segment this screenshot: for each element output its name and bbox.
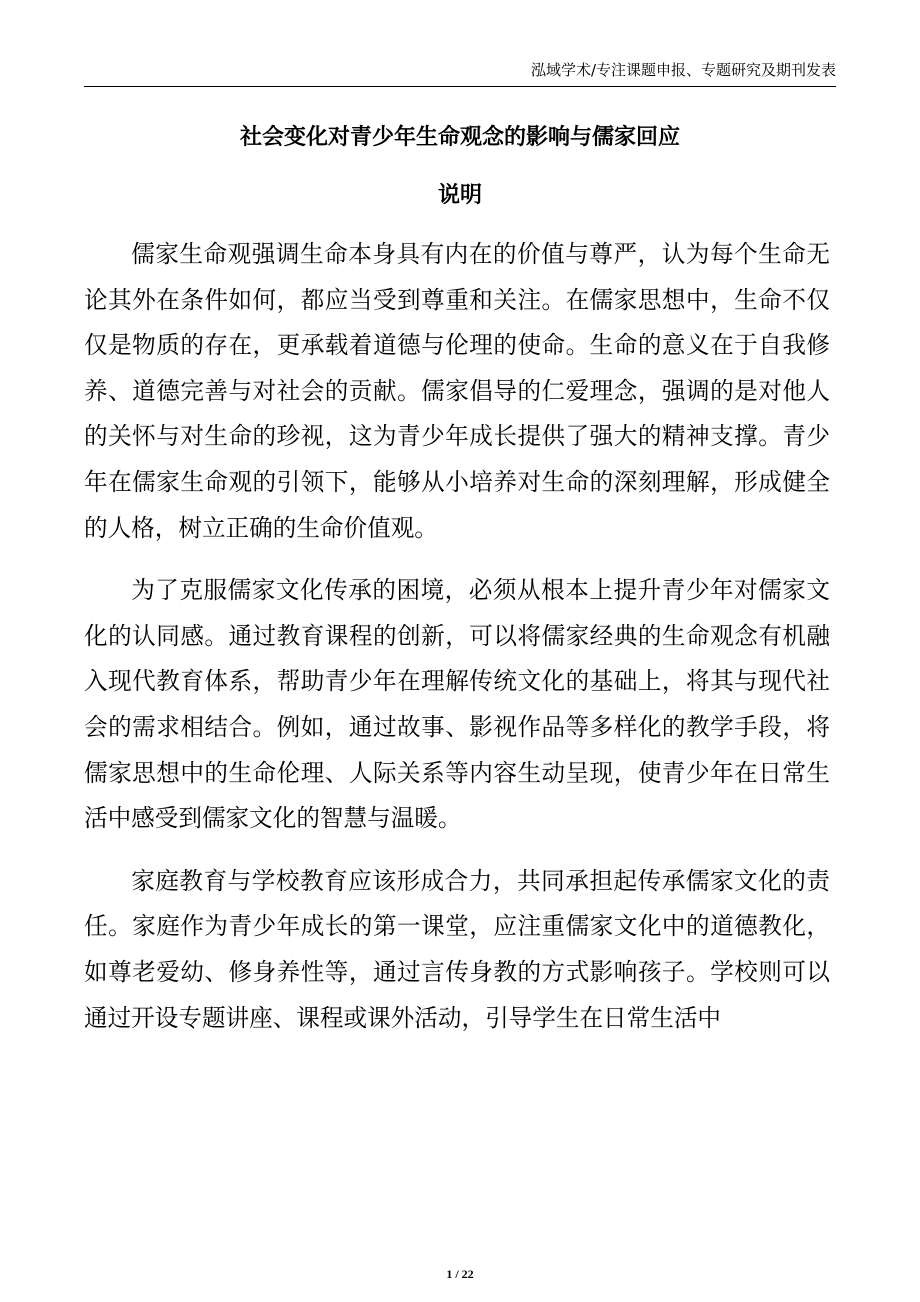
section-heading: 说明 [437,183,482,208]
paragraph: 为了克服儒家文化传承的困境，必须从根本上提升青少年对儒家文化的认同感。通过教育课程的创新，可以将儒家经典的生命观念有机融入现代教育体系，帮助青少年在理解传统文化的基础上，将其与现代社会的需求相结合。例如，通过故事、影视作品等多样化的教学手段，将儒家思想中的生命伦理、人际关系等内容生动呈现，使青少年在日常生活中感受到儒家文化的智慧与温暖。 [84,576,830,833]
header-text: 泓域学术/专注课题申报、专题研究及期刊发表 [530,61,836,79]
header-divider [84,86,836,87]
document-title: 社会变化对青少年生命观念的影响与儒家回应 [239,125,680,150]
page-number: 1 / 22 [446,1267,474,1281]
paragraph: 家庭教育与学校教育应该形成合力，共同承担起传承儒家文化的责任。家庭作为青少年成长的第一课堂，应注重儒家文化中的道德教化，如尊老爱幼、修身养性等，通过言传身教的方式影响孩子。学校则可以通过开设专题讲座、课程或课外活动，引导学生在日常生活中 [84,866,830,1032]
paragraph: 儒家生命观强调生命本身具有内在的价值与尊严，认为每个生命无论其外在条件如何，都应当受到尊重和关注。在儒家思想中，生命不仅仅是物质的存在，更承载着道德与伦理的使命。生命的意义在于自我修养、道德完善与对社会的贡献。儒家倡导的仁爱理念，强调的是对他人的关怀与对生命的珍视，这为青少年成长提供了强大的精神支撑。青少年在儒家生命观的引领下，能够从小培养对生命的深刻理解，形成健全的人格，树立正确的生命价值观。 [84,240,830,542]
document-body [84,232,830,1058]
